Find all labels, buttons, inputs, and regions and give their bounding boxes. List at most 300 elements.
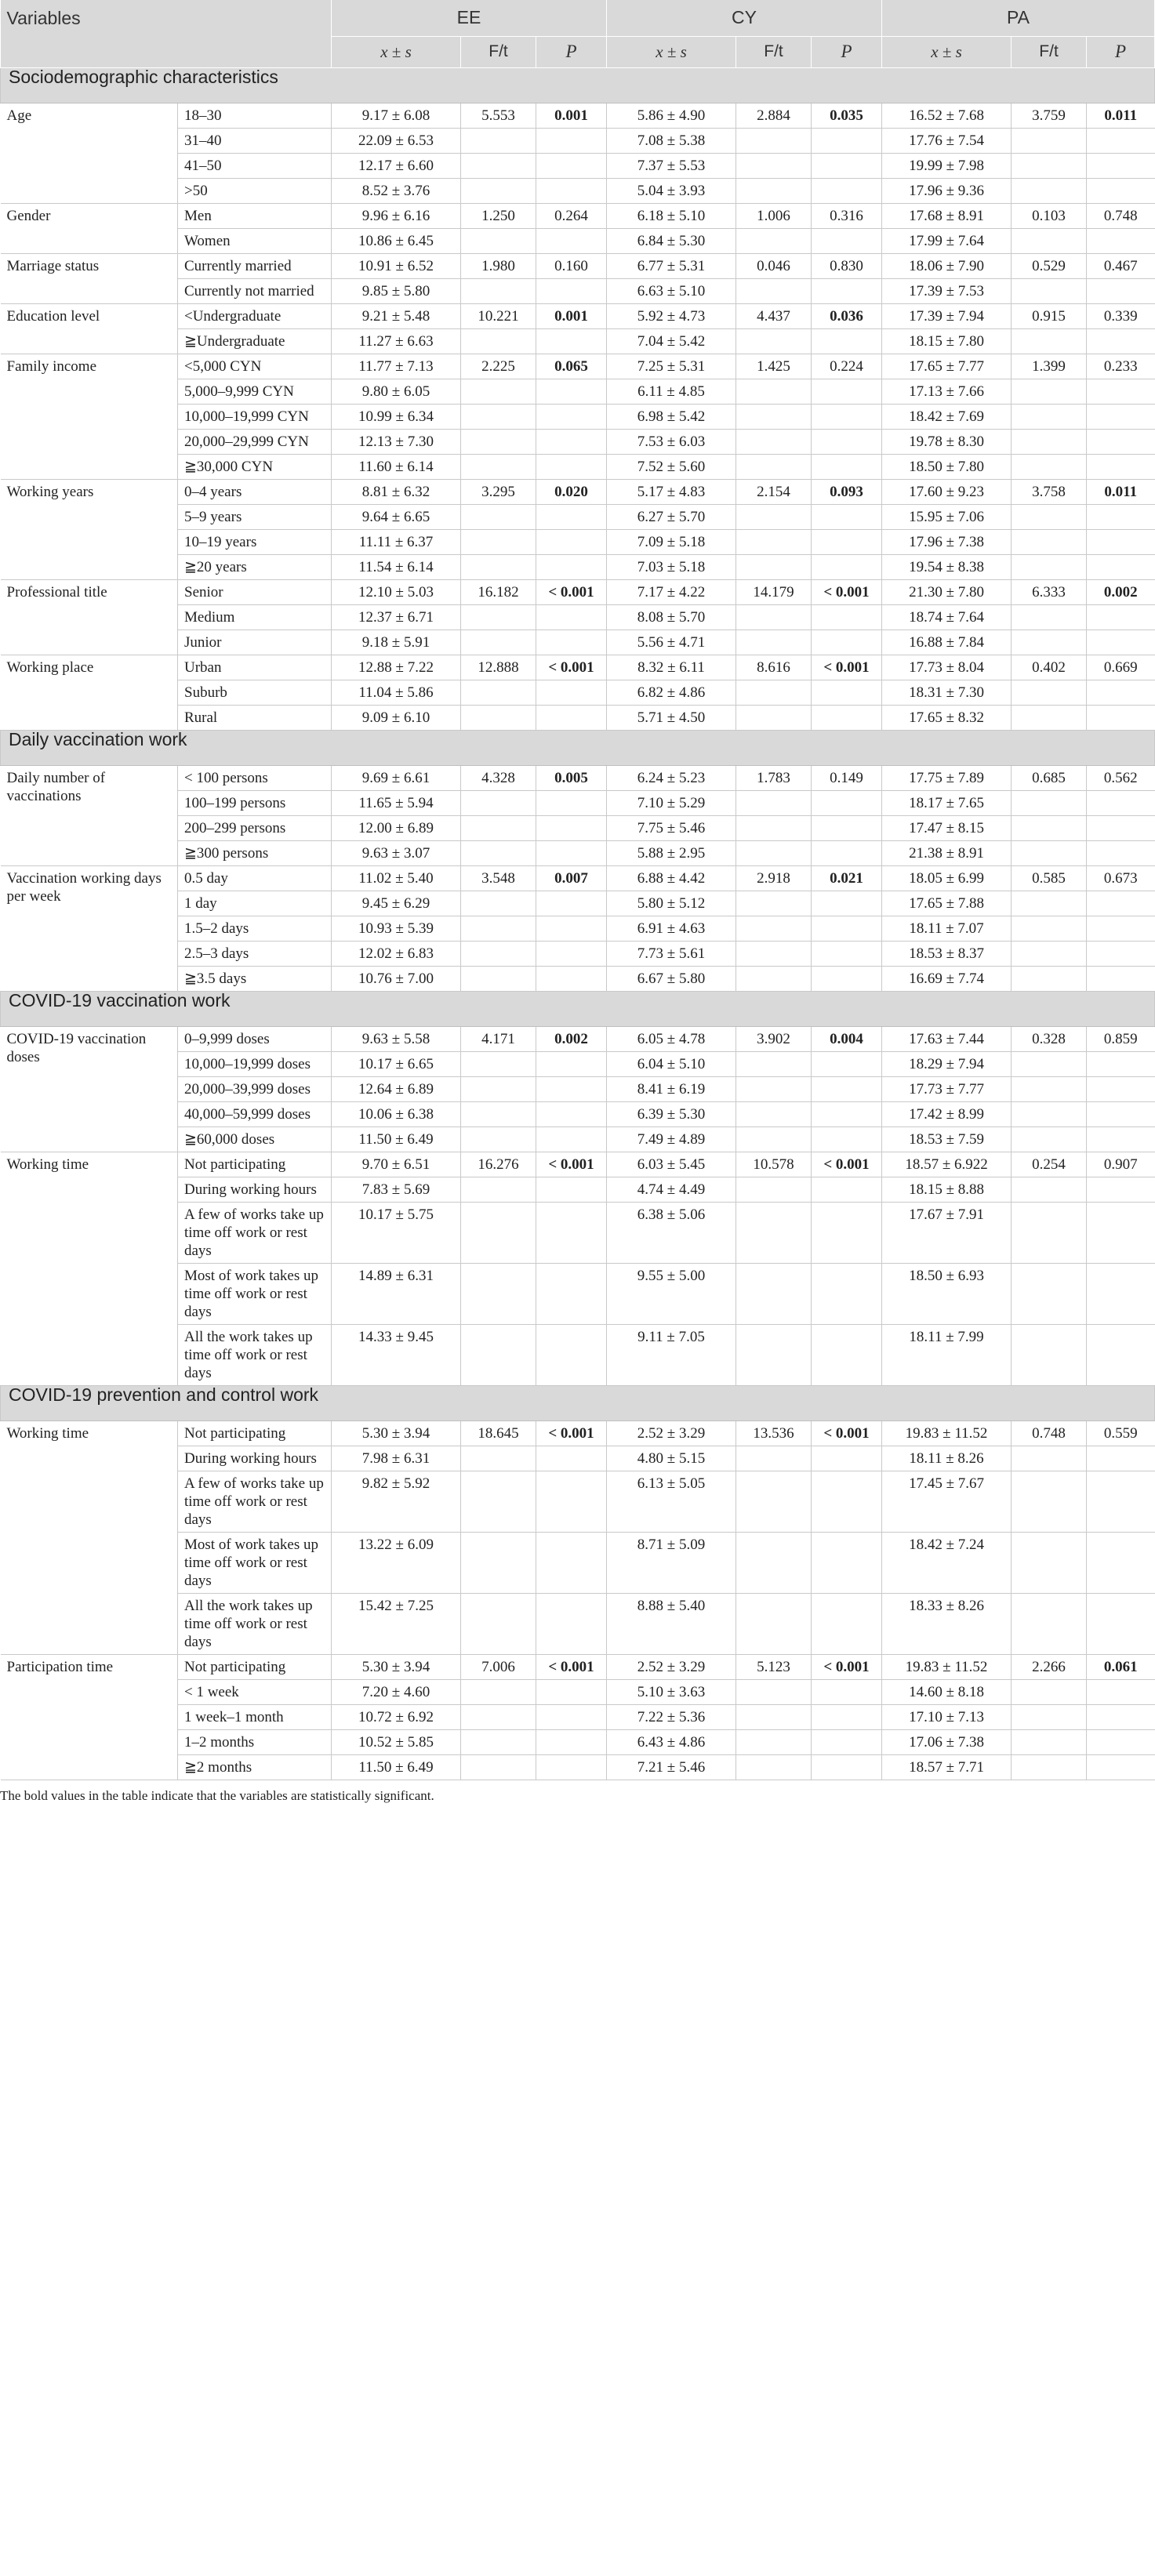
category-label: ≧300 persons bbox=[178, 840, 332, 865]
pa-f-t-value bbox=[1012, 1446, 1087, 1471]
cy-f-t-value bbox=[736, 1051, 812, 1076]
pa-f-t-value: 0.103 bbox=[1012, 203, 1087, 228]
pa-f-t-value bbox=[1012, 629, 1087, 655]
cy-f-t-value bbox=[736, 128, 812, 153]
ee-f-t-value bbox=[461, 1593, 536, 1654]
ee-p-value bbox=[536, 1324, 607, 1385]
category-label: ≧2 months bbox=[178, 1754, 332, 1780]
table-row bbox=[1, 479, 1155, 504]
ee-p-value bbox=[536, 504, 607, 529]
cy-mean-sd: 7.10 ± 5.29 bbox=[607, 790, 736, 815]
pa-p-value bbox=[1087, 1051, 1155, 1076]
pa-f-t-value: 0.915 bbox=[1012, 303, 1087, 328]
ee-f-t-value bbox=[461, 1324, 536, 1385]
pa-mean-sd: 14.60 ± 8.18 bbox=[882, 1679, 1012, 1704]
category-label: <5,000 CYN bbox=[178, 354, 332, 379]
ee-f-t-value bbox=[461, 554, 536, 579]
pa-f-t-value bbox=[1012, 1101, 1087, 1127]
ee-p-value: 0.160 bbox=[536, 253, 607, 278]
cy-p-value bbox=[812, 1704, 882, 1729]
table-row bbox=[1, 1026, 1155, 1051]
cy-p-value bbox=[812, 1593, 882, 1654]
ee-f-t-value bbox=[461, 454, 536, 479]
cy-p-value bbox=[812, 504, 882, 529]
pa-mean-sd: 18.33 ± 8.26 bbox=[882, 1593, 1012, 1654]
pa-mean-sd: 18.06 ± 7.90 bbox=[882, 253, 1012, 278]
cy-p-value bbox=[812, 454, 882, 479]
cy-mean-sd: 5.92 ± 4.73 bbox=[607, 303, 736, 328]
pa-p-value bbox=[1087, 815, 1155, 840]
ee-mean-sd: 14.89 ± 6.31 bbox=[332, 1263, 461, 1324]
pa-p-value bbox=[1087, 278, 1155, 303]
ee-p-value bbox=[536, 941, 607, 966]
pa-mean-sd: 18.05 ± 6.99 bbox=[882, 865, 1012, 891]
pa-f-t-value bbox=[1012, 228, 1087, 253]
cy-f-t-value bbox=[736, 1324, 812, 1385]
ee-mean-sd: 9.96 ± 6.16 bbox=[332, 203, 461, 228]
pa-p-value bbox=[1087, 429, 1155, 454]
ee-p-value bbox=[536, 1177, 607, 1202]
variable-name: Professional title bbox=[1, 579, 178, 655]
pa-mean-sd: 18.42 ± 7.24 bbox=[882, 1532, 1012, 1593]
variable-name: Education level bbox=[1, 303, 178, 354]
cy-p-value bbox=[812, 1127, 882, 1152]
table-row bbox=[1, 354, 1155, 379]
pa-p-value bbox=[1087, 529, 1155, 554]
cy-p-value: 0.035 bbox=[812, 103, 882, 128]
pa-f-t-value bbox=[1012, 1754, 1087, 1780]
cy-f-t-value: 5.123 bbox=[736, 1654, 812, 1679]
pa-mean-sd: 18.31 ± 7.30 bbox=[882, 680, 1012, 705]
header-ft-cy: F/t bbox=[736, 36, 812, 67]
ee-p-value bbox=[536, 1679, 607, 1704]
ee-f-t-value bbox=[461, 529, 536, 554]
pa-p-value bbox=[1087, 504, 1155, 529]
ee-mean-sd: 12.17 ± 6.60 bbox=[332, 153, 461, 178]
section-header-row bbox=[1, 730, 1155, 765]
pa-mean-sd: 19.54 ± 8.38 bbox=[882, 554, 1012, 579]
ee-p-value bbox=[536, 1471, 607, 1532]
cy-p-value bbox=[812, 916, 882, 941]
pa-p-value bbox=[1087, 1729, 1155, 1754]
category-label: Most of work takes up time off work or rest days bbox=[178, 1532, 332, 1593]
pa-f-t-value bbox=[1012, 1532, 1087, 1593]
pa-mean-sd: 18.53 ± 7.59 bbox=[882, 1127, 1012, 1152]
ee-mean-sd: 8.81 ± 6.32 bbox=[332, 479, 461, 504]
variable-name: COVID-19 vaccination doses bbox=[1, 1026, 178, 1152]
ee-f-t-value: 7.006 bbox=[461, 1654, 536, 1679]
pa-f-t-value bbox=[1012, 1704, 1087, 1729]
pa-mean-sd: 18.57 ± 7.71 bbox=[882, 1754, 1012, 1780]
cy-f-t-value bbox=[736, 1202, 812, 1263]
category-label: 31–40 bbox=[178, 128, 332, 153]
pa-p-value bbox=[1087, 1679, 1155, 1704]
category-label: < 1 week bbox=[178, 1679, 332, 1704]
cy-p-value: < 0.001 bbox=[812, 655, 882, 680]
pa-p-value bbox=[1087, 1101, 1155, 1127]
pa-mean-sd: 17.73 ± 8.04 bbox=[882, 655, 1012, 680]
ee-mean-sd: 8.52 ± 3.76 bbox=[332, 178, 461, 203]
pa-p-value bbox=[1087, 228, 1155, 253]
cy-mean-sd: 8.71 ± 5.09 bbox=[607, 1532, 736, 1593]
header-mean-pa-text: x ± s bbox=[931, 42, 962, 61]
variable-name: Age bbox=[1, 103, 178, 203]
pa-f-t-value bbox=[1012, 1076, 1087, 1101]
cy-p-value bbox=[812, 1446, 882, 1471]
category-label: 1 week–1 month bbox=[178, 1704, 332, 1729]
cy-f-t-value bbox=[736, 529, 812, 554]
ee-p-value bbox=[536, 1532, 607, 1593]
ee-f-t-value: 18.645 bbox=[461, 1420, 536, 1446]
cy-f-t-value: 1.006 bbox=[736, 203, 812, 228]
ee-f-t-value bbox=[461, 604, 536, 629]
cy-mean-sd: 7.04 ± 5.42 bbox=[607, 328, 736, 354]
table-row bbox=[1, 1152, 1155, 1177]
category-label: 20,000–39,999 doses bbox=[178, 1076, 332, 1101]
variable-name: Participation time bbox=[1, 1654, 178, 1780]
pa-f-t-value bbox=[1012, 1051, 1087, 1076]
cy-f-t-value bbox=[736, 790, 812, 815]
category-label: 40,000–59,999 doses bbox=[178, 1101, 332, 1127]
pa-p-value bbox=[1087, 454, 1155, 479]
ee-f-t-value bbox=[461, 1177, 536, 1202]
category-label: >50 bbox=[178, 178, 332, 203]
cy-p-value bbox=[812, 891, 882, 916]
ee-p-value bbox=[536, 891, 607, 916]
pa-f-t-value: 0.685 bbox=[1012, 765, 1087, 790]
category-label: 1.5–2 days bbox=[178, 916, 332, 941]
header-mean-cy-text: x ± s bbox=[656, 42, 687, 61]
header-mean-ee-text: x ± s bbox=[380, 42, 412, 61]
ee-f-t-value bbox=[461, 278, 536, 303]
pa-mean-sd: 17.96 ± 9.36 bbox=[882, 178, 1012, 203]
pa-f-t-value bbox=[1012, 705, 1087, 730]
ee-f-t-value bbox=[461, 1263, 536, 1324]
ee-f-t-value bbox=[461, 178, 536, 203]
header-p-ee: P bbox=[536, 36, 607, 67]
header-variables: Variables bbox=[1, 0, 332, 67]
cy-p-value: 0.021 bbox=[812, 865, 882, 891]
pa-mean-sd: 16.88 ± 7.84 bbox=[882, 629, 1012, 655]
cy-f-t-value bbox=[736, 504, 812, 529]
pa-p-value bbox=[1087, 554, 1155, 579]
cy-mean-sd: 2.52 ± 3.29 bbox=[607, 1654, 736, 1679]
variable-name: Working time bbox=[1, 1152, 178, 1385]
ee-f-t-value: 2.225 bbox=[461, 354, 536, 379]
pa-mean-sd: 17.39 ± 7.53 bbox=[882, 278, 1012, 303]
ee-mean-sd: 11.65 ± 5.94 bbox=[332, 790, 461, 815]
ee-f-t-value: 4.171 bbox=[461, 1026, 536, 1051]
pa-mean-sd: 17.99 ± 7.64 bbox=[882, 228, 1012, 253]
ee-mean-sd: 11.50 ± 6.49 bbox=[332, 1127, 461, 1152]
category-label: ≧30,000 CYN bbox=[178, 454, 332, 479]
cy-f-t-value bbox=[736, 554, 812, 579]
pa-mean-sd: 18.15 ± 7.80 bbox=[882, 328, 1012, 354]
cy-mean-sd: 6.88 ± 4.42 bbox=[607, 865, 736, 891]
cy-p-value bbox=[812, 178, 882, 203]
cy-mean-sd: 6.63 ± 5.10 bbox=[607, 278, 736, 303]
cy-p-value bbox=[812, 128, 882, 153]
cy-p-value bbox=[812, 1729, 882, 1754]
cy-p-value bbox=[812, 604, 882, 629]
category-label: <Undergraduate bbox=[178, 303, 332, 328]
pa-f-t-value: 3.758 bbox=[1012, 479, 1087, 504]
header-ft-pa: F/t bbox=[1012, 36, 1087, 67]
cy-mean-sd: 9.55 ± 5.00 bbox=[607, 1263, 736, 1324]
ee-p-value: < 0.001 bbox=[536, 1152, 607, 1177]
cy-mean-sd: 7.22 ± 5.36 bbox=[607, 1704, 736, 1729]
pa-p-value: 0.011 bbox=[1087, 479, 1155, 504]
pa-p-value bbox=[1087, 1263, 1155, 1324]
cy-mean-sd: 7.52 ± 5.60 bbox=[607, 454, 736, 479]
pa-mean-sd: 16.52 ± 7.68 bbox=[882, 103, 1012, 128]
cy-mean-sd: 6.03 ± 5.45 bbox=[607, 1152, 736, 1177]
cy-p-value bbox=[812, 815, 882, 840]
ee-f-t-value: 4.328 bbox=[461, 765, 536, 790]
pa-mean-sd: 18.50 ± 6.93 bbox=[882, 1263, 1012, 1324]
pa-mean-sd: 19.83 ± 11.52 bbox=[882, 1654, 1012, 1679]
ee-mean-sd: 11.11 ± 6.37 bbox=[332, 529, 461, 554]
cy-f-t-value bbox=[736, 1177, 812, 1202]
category-label: ≧Undergraduate bbox=[178, 328, 332, 354]
ee-f-t-value bbox=[461, 1051, 536, 1076]
ee-p-value bbox=[536, 153, 607, 178]
pa-f-t-value bbox=[1012, 815, 1087, 840]
ee-f-t-value bbox=[461, 1704, 536, 1729]
ee-mean-sd: 9.70 ± 6.51 bbox=[332, 1152, 461, 1177]
ee-p-value bbox=[536, 404, 607, 429]
ee-f-t-value bbox=[461, 504, 536, 529]
cy-p-value bbox=[812, 1177, 882, 1202]
cy-p-value bbox=[812, 404, 882, 429]
cy-p-value: < 0.001 bbox=[812, 1420, 882, 1446]
cy-mean-sd: 5.88 ± 2.95 bbox=[607, 840, 736, 865]
cy-p-value bbox=[812, 228, 882, 253]
ee-mean-sd: 12.02 ± 6.83 bbox=[332, 941, 461, 966]
header-ft-ee: F/t bbox=[461, 36, 536, 67]
category-label: Urban bbox=[178, 655, 332, 680]
ee-f-t-value bbox=[461, 1471, 536, 1532]
ee-p-value bbox=[536, 1076, 607, 1101]
variable-name: Family income bbox=[1, 354, 178, 479]
header-group-ee: EE bbox=[332, 0, 607, 36]
pa-p-value bbox=[1087, 604, 1155, 629]
pa-p-value bbox=[1087, 1704, 1155, 1729]
cy-p-value bbox=[812, 680, 882, 705]
ee-p-value bbox=[536, 1101, 607, 1127]
ee-p-value bbox=[536, 916, 607, 941]
pa-f-t-value bbox=[1012, 328, 1087, 354]
ee-f-t-value bbox=[461, 941, 536, 966]
pa-f-t-value bbox=[1012, 941, 1087, 966]
cy-p-value bbox=[812, 328, 882, 354]
table-body bbox=[1, 67, 1155, 1780]
ee-mean-sd: 11.54 ± 6.14 bbox=[332, 554, 461, 579]
pa-p-value bbox=[1087, 916, 1155, 941]
header-group-pa: PA bbox=[882, 0, 1155, 36]
pa-f-t-value bbox=[1012, 178, 1087, 203]
pa-p-value bbox=[1087, 1202, 1155, 1263]
section-title: COVID-19 vaccination work bbox=[1, 991, 1155, 1026]
ee-p-value bbox=[536, 815, 607, 840]
pa-f-t-value bbox=[1012, 891, 1087, 916]
ee-p-value bbox=[536, 680, 607, 705]
pa-f-t-value bbox=[1012, 404, 1087, 429]
ee-f-t-value bbox=[461, 891, 536, 916]
cy-f-t-value bbox=[736, 815, 812, 840]
cy-f-t-value bbox=[736, 1704, 812, 1729]
cy-f-t-value bbox=[736, 278, 812, 303]
ee-p-value: 0.001 bbox=[536, 303, 607, 328]
cy-mean-sd: 5.10 ± 3.63 bbox=[607, 1679, 736, 1704]
cy-p-value bbox=[812, 1471, 882, 1532]
ee-mean-sd: 10.06 ± 6.38 bbox=[332, 1101, 461, 1127]
cy-mean-sd: 6.18 ± 5.10 bbox=[607, 203, 736, 228]
pa-mean-sd: 18.42 ± 7.69 bbox=[882, 404, 1012, 429]
ee-f-t-value: 16.276 bbox=[461, 1152, 536, 1177]
ee-f-t-value: 10.221 bbox=[461, 303, 536, 328]
header-p-cy: P bbox=[812, 36, 882, 67]
pa-f-t-value bbox=[1012, 680, 1087, 705]
cy-mean-sd: 6.11 ± 4.85 bbox=[607, 379, 736, 404]
pa-f-t-value bbox=[1012, 916, 1087, 941]
cy-mean-sd: 7.21 ± 5.46 bbox=[607, 1754, 736, 1780]
pa-f-t-value bbox=[1012, 529, 1087, 554]
ee-p-value bbox=[536, 128, 607, 153]
cy-f-t-value: 13.536 bbox=[736, 1420, 812, 1446]
pa-p-value bbox=[1087, 178, 1155, 203]
ee-f-t-value bbox=[461, 1101, 536, 1127]
ee-p-value: < 0.001 bbox=[536, 655, 607, 680]
cy-f-t-value: 2.154 bbox=[736, 479, 812, 504]
ee-p-value: 0.020 bbox=[536, 479, 607, 504]
pa-p-value: 0.339 bbox=[1087, 303, 1155, 328]
ee-p-value bbox=[536, 278, 607, 303]
cy-mean-sd: 6.84 ± 5.30 bbox=[607, 228, 736, 253]
category-label: 10,000–19,999 doses bbox=[178, 1051, 332, 1076]
ee-f-t-value bbox=[461, 404, 536, 429]
category-label: 0.5 day bbox=[178, 865, 332, 891]
category-label: Senior bbox=[178, 579, 332, 604]
cy-mean-sd: 6.39 ± 5.30 bbox=[607, 1101, 736, 1127]
cy-mean-sd: 6.67 ± 5.80 bbox=[607, 966, 736, 991]
cy-p-value: 0.093 bbox=[812, 479, 882, 504]
cy-mean-sd: 4.74 ± 4.49 bbox=[607, 1177, 736, 1202]
pa-f-t-value: 3.759 bbox=[1012, 103, 1087, 128]
pa-p-value: 0.907 bbox=[1087, 1152, 1155, 1177]
cy-mean-sd: 5.56 ± 4.71 bbox=[607, 629, 736, 655]
pa-f-t-value: 1.399 bbox=[1012, 354, 1087, 379]
cy-p-value bbox=[812, 629, 882, 655]
pa-f-t-value: 0.529 bbox=[1012, 253, 1087, 278]
pa-mean-sd: 19.99 ± 7.98 bbox=[882, 153, 1012, 178]
cy-f-t-value: 3.902 bbox=[736, 1026, 812, 1051]
cy-mean-sd: 4.80 ± 5.15 bbox=[607, 1446, 736, 1471]
pa-p-value bbox=[1087, 1593, 1155, 1654]
pa-p-value bbox=[1087, 153, 1155, 178]
ee-p-value: < 0.001 bbox=[536, 1654, 607, 1679]
ee-mean-sd: 7.83 ± 5.69 bbox=[332, 1177, 461, 1202]
ee-mean-sd: 10.76 ± 7.00 bbox=[332, 966, 461, 991]
cy-p-value bbox=[812, 1076, 882, 1101]
header-group-cy: CY bbox=[607, 0, 882, 36]
ee-f-t-value bbox=[461, 1202, 536, 1263]
cy-p-value bbox=[812, 941, 882, 966]
category-label: During working hours bbox=[178, 1177, 332, 1202]
pa-p-value: 0.859 bbox=[1087, 1026, 1155, 1051]
pa-f-t-value bbox=[1012, 604, 1087, 629]
pa-p-value bbox=[1087, 1446, 1155, 1471]
cy-f-t-value bbox=[736, 379, 812, 404]
pa-f-t-value bbox=[1012, 379, 1087, 404]
variable-name: Working place bbox=[1, 655, 178, 730]
cy-mean-sd: 6.91 ± 4.63 bbox=[607, 916, 736, 941]
category-label: Junior bbox=[178, 629, 332, 655]
cy-p-value bbox=[812, 1532, 882, 1593]
ee-mean-sd: 10.99 ± 6.34 bbox=[332, 404, 461, 429]
pa-p-value bbox=[1087, 1754, 1155, 1780]
table-row bbox=[1, 203, 1155, 228]
ee-p-value bbox=[536, 1202, 607, 1263]
pa-f-t-value bbox=[1012, 454, 1087, 479]
ee-mean-sd: 11.60 ± 6.14 bbox=[332, 454, 461, 479]
ee-f-t-value bbox=[461, 1076, 536, 1101]
pa-mean-sd: 17.10 ± 7.13 bbox=[882, 1704, 1012, 1729]
ee-p-value: 0.001 bbox=[536, 103, 607, 128]
pa-mean-sd: 18.74 ± 7.64 bbox=[882, 604, 1012, 629]
cy-p-value bbox=[812, 790, 882, 815]
pa-f-t-value bbox=[1012, 1263, 1087, 1324]
ee-mean-sd: 10.72 ± 6.92 bbox=[332, 1704, 461, 1729]
pa-mean-sd: 17.67 ± 7.91 bbox=[882, 1202, 1012, 1263]
ee-mean-sd: 10.17 ± 6.65 bbox=[332, 1051, 461, 1076]
pa-p-value bbox=[1087, 1471, 1155, 1532]
cy-mean-sd: 9.11 ± 7.05 bbox=[607, 1324, 736, 1385]
cy-f-t-value bbox=[736, 1076, 812, 1101]
ee-f-t-value bbox=[461, 379, 536, 404]
variable-name: Gender bbox=[1, 203, 178, 253]
ee-mean-sd: 9.82 ± 5.92 bbox=[332, 1471, 461, 1532]
ee-p-value: < 0.001 bbox=[536, 1420, 607, 1446]
ee-mean-sd: 11.77 ± 7.13 bbox=[332, 354, 461, 379]
table-row bbox=[1, 303, 1155, 328]
cy-f-t-value: 10.578 bbox=[736, 1152, 812, 1177]
pa-f-t-value: 6.333 bbox=[1012, 579, 1087, 604]
cy-mean-sd: 6.43 ± 4.86 bbox=[607, 1729, 736, 1754]
ee-p-value bbox=[536, 629, 607, 655]
ee-f-t-value bbox=[461, 1679, 536, 1704]
pa-f-t-value bbox=[1012, 128, 1087, 153]
pa-f-t-value bbox=[1012, 966, 1087, 991]
cy-f-t-value bbox=[736, 941, 812, 966]
category-label: ≧3.5 days bbox=[178, 966, 332, 991]
table-row bbox=[1, 1420, 1155, 1446]
cy-mean-sd: 7.75 ± 5.46 bbox=[607, 815, 736, 840]
cy-p-value bbox=[812, 529, 882, 554]
cy-p-value bbox=[812, 1263, 882, 1324]
pa-f-t-value: 2.266 bbox=[1012, 1654, 1087, 1679]
cy-p-value bbox=[812, 153, 882, 178]
category-label: A few of works take up time off work or rest days bbox=[178, 1202, 332, 1263]
cy-mean-sd: 6.38 ± 5.06 bbox=[607, 1202, 736, 1263]
ee-mean-sd: 14.33 ± 9.45 bbox=[332, 1324, 461, 1385]
pa-p-value bbox=[1087, 966, 1155, 991]
pa-mean-sd: 18.11 ± 8.26 bbox=[882, 1446, 1012, 1471]
cy-f-t-value: 0.046 bbox=[736, 253, 812, 278]
category-label: < 100 persons bbox=[178, 765, 332, 790]
pa-mean-sd: 17.42 ± 8.99 bbox=[882, 1101, 1012, 1127]
cy-f-t-value bbox=[736, 1471, 812, 1532]
